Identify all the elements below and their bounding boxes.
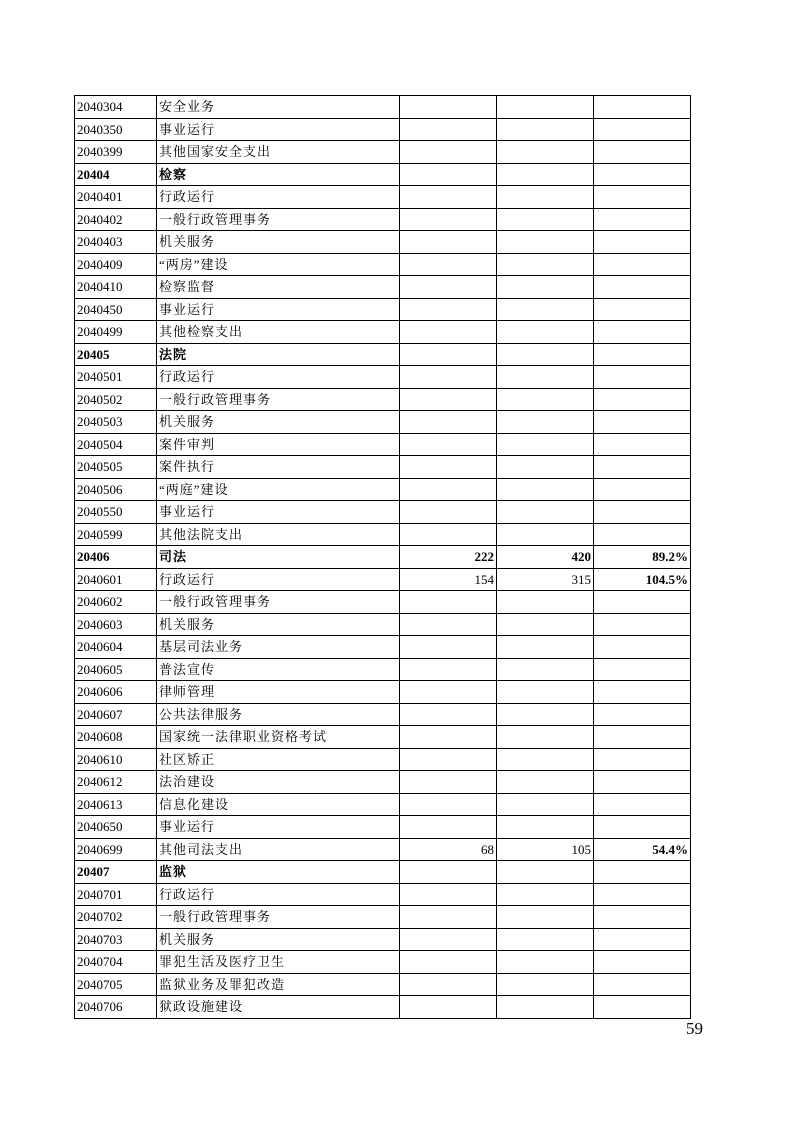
row-code-cell: 2040601 bbox=[75, 568, 157, 591]
table-row bbox=[75, 253, 691, 276]
row-value-cell bbox=[497, 96, 594, 119]
table-row bbox=[75, 343, 691, 366]
row-name-cell: 罪犯生活及医疗卫生 bbox=[157, 951, 400, 974]
row-value-cell bbox=[497, 208, 594, 231]
row-code-cell: 2040403 bbox=[75, 231, 157, 254]
row-value-cell bbox=[497, 276, 594, 299]
row-name-cell: 事业运行 bbox=[157, 298, 400, 321]
row-code-cell: 20404 bbox=[75, 163, 157, 186]
row-code-cell: 2040602 bbox=[75, 591, 157, 614]
row-name-cell: 机关服务 bbox=[157, 613, 400, 636]
row-code-cell: 2040603 bbox=[75, 613, 157, 636]
budget-table-body bbox=[75, 96, 691, 1019]
row-name-cell: 普法宣传 bbox=[157, 658, 400, 681]
table-row bbox=[75, 208, 691, 231]
row-value-cell bbox=[497, 703, 594, 726]
row-percent-cell bbox=[594, 793, 691, 816]
row-value-cell bbox=[400, 456, 497, 479]
row-value-cell bbox=[400, 636, 497, 659]
row-value-cell bbox=[400, 366, 497, 389]
row-value-cell bbox=[400, 253, 497, 276]
table-row bbox=[75, 681, 691, 704]
row-name-cell: 公共法律服务 bbox=[157, 703, 400, 726]
row-value-cell bbox=[400, 748, 497, 771]
row-name-cell: 一般行政管理事务 bbox=[157, 388, 400, 411]
row-value-cell bbox=[497, 681, 594, 704]
row-code-cell: 2040402 bbox=[75, 208, 157, 231]
table-row bbox=[75, 726, 691, 749]
row-percent-cell bbox=[594, 748, 691, 771]
row-value-cell bbox=[497, 726, 594, 749]
row-value-cell bbox=[497, 951, 594, 974]
row-code-cell: 2040650 bbox=[75, 816, 157, 839]
row-code-cell: 2040505 bbox=[75, 456, 157, 479]
table-row bbox=[75, 838, 691, 861]
row-value-cell bbox=[400, 163, 497, 186]
row-percent-cell bbox=[594, 636, 691, 659]
table-row bbox=[75, 546, 691, 569]
row-name-cell: 机关服务 bbox=[157, 411, 400, 434]
row-value-cell bbox=[400, 681, 497, 704]
row-percent-cell bbox=[594, 321, 691, 344]
row-name-cell: 行政运行 bbox=[157, 186, 400, 209]
row-value-cell: 315 bbox=[497, 568, 594, 591]
row-percent-cell bbox=[594, 613, 691, 636]
row-value-cell bbox=[497, 613, 594, 636]
row-code-cell: 2040504 bbox=[75, 433, 157, 456]
row-value-cell bbox=[497, 298, 594, 321]
table-row bbox=[75, 928, 691, 951]
row-percent-cell bbox=[594, 996, 691, 1019]
table-row bbox=[75, 478, 691, 501]
row-value-cell bbox=[497, 163, 594, 186]
table-row bbox=[75, 298, 691, 321]
row-percent-cell bbox=[594, 591, 691, 614]
row-value-cell bbox=[497, 433, 594, 456]
row-percent-cell bbox=[594, 141, 691, 164]
table-row bbox=[75, 388, 691, 411]
row-value-cell: 420 bbox=[497, 546, 594, 569]
table-row bbox=[75, 591, 691, 614]
row-percent-cell bbox=[594, 433, 691, 456]
row-value-cell: 222 bbox=[400, 546, 497, 569]
row-percent-cell bbox=[594, 973, 691, 996]
row-name-cell: 监狱业务及罪犯改造 bbox=[157, 973, 400, 996]
table-row bbox=[75, 456, 691, 479]
row-value-cell bbox=[497, 928, 594, 951]
row-percent-cell bbox=[594, 951, 691, 974]
row-value-cell bbox=[497, 253, 594, 276]
table-row bbox=[75, 793, 691, 816]
row-value-cell bbox=[400, 388, 497, 411]
row-code-cell: 2040706 bbox=[75, 996, 157, 1019]
row-percent-cell bbox=[594, 906, 691, 929]
row-value-cell bbox=[497, 591, 594, 614]
table-row bbox=[75, 118, 691, 141]
row-value-cell bbox=[497, 388, 594, 411]
row-value-cell bbox=[497, 523, 594, 546]
row-name-cell: 司法 bbox=[157, 546, 400, 569]
row-value-cell bbox=[400, 501, 497, 524]
row-percent-cell bbox=[594, 96, 691, 119]
row-code-cell: 2040506 bbox=[75, 478, 157, 501]
row-name-cell: “两房”建设 bbox=[157, 253, 400, 276]
row-code-cell: 2040610 bbox=[75, 748, 157, 771]
row-code-cell: 2040604 bbox=[75, 636, 157, 659]
table-row bbox=[75, 951, 691, 974]
row-name-cell: 行政运行 bbox=[157, 366, 400, 389]
row-value-cell bbox=[400, 523, 497, 546]
row-code-cell: 2040702 bbox=[75, 906, 157, 929]
row-name-cell: 狱政设施建设 bbox=[157, 996, 400, 1019]
row-percent-cell bbox=[594, 726, 691, 749]
row-value-cell: 68 bbox=[400, 838, 497, 861]
row-code-cell: 2040607 bbox=[75, 703, 157, 726]
row-value-cell bbox=[497, 478, 594, 501]
page-number: 59 bbox=[686, 1019, 703, 1038]
table-row bbox=[75, 433, 691, 456]
row-code-cell: 2040550 bbox=[75, 501, 157, 524]
row-value-cell bbox=[497, 748, 594, 771]
row-value-cell bbox=[400, 96, 497, 119]
row-value-cell bbox=[497, 186, 594, 209]
table-row bbox=[75, 816, 691, 839]
row-percent-cell bbox=[594, 208, 691, 231]
row-code-cell: 2040409 bbox=[75, 253, 157, 276]
row-name-cell: 信息化建设 bbox=[157, 793, 400, 816]
table-row bbox=[75, 996, 691, 1019]
row-code-cell: 2040701 bbox=[75, 883, 157, 906]
table-row bbox=[75, 141, 691, 164]
row-code-cell: 2040606 bbox=[75, 681, 157, 704]
row-percent-cell bbox=[594, 343, 691, 366]
row-percent-cell bbox=[594, 118, 691, 141]
row-percent-cell bbox=[594, 928, 691, 951]
row-name-cell: 监狱 bbox=[157, 861, 400, 884]
row-value-cell bbox=[497, 636, 594, 659]
row-value-cell bbox=[400, 613, 497, 636]
row-value-cell bbox=[400, 186, 497, 209]
row-code-cell: 2040612 bbox=[75, 771, 157, 794]
row-code-cell: 2040501 bbox=[75, 366, 157, 389]
row-value-cell bbox=[497, 456, 594, 479]
row-code-cell: 2040608 bbox=[75, 726, 157, 749]
budget-table bbox=[74, 95, 691, 1019]
row-name-cell: 其他国家安全支出 bbox=[157, 141, 400, 164]
row-value-cell bbox=[497, 973, 594, 996]
row-percent-cell bbox=[594, 388, 691, 411]
row-name-cell: 案件审判 bbox=[157, 433, 400, 456]
row-value-cell bbox=[497, 906, 594, 929]
row-percent-cell bbox=[594, 298, 691, 321]
row-value-cell bbox=[400, 771, 497, 794]
row-percent-cell bbox=[594, 478, 691, 501]
table-row bbox=[75, 321, 691, 344]
table-row bbox=[75, 276, 691, 299]
row-code-cell: 2040705 bbox=[75, 973, 157, 996]
row-code-cell: 2040350 bbox=[75, 118, 157, 141]
row-code-cell: 2040613 bbox=[75, 793, 157, 816]
row-name-cell: 机关服务 bbox=[157, 928, 400, 951]
row-name-cell: 事业运行 bbox=[157, 501, 400, 524]
row-percent-cell bbox=[594, 163, 691, 186]
row-value-cell bbox=[497, 366, 594, 389]
row-code-cell: 2040605 bbox=[75, 658, 157, 681]
row-name-cell: 检察监督 bbox=[157, 276, 400, 299]
row-value-cell bbox=[497, 996, 594, 1019]
table-row bbox=[75, 861, 691, 884]
row-name-cell: 案件执行 bbox=[157, 456, 400, 479]
row-name-cell: 其他检察支出 bbox=[157, 321, 400, 344]
row-code-cell: 2040499 bbox=[75, 321, 157, 344]
row-value-cell bbox=[400, 298, 497, 321]
table-row bbox=[75, 883, 691, 906]
row-code-cell: 20407 bbox=[75, 861, 157, 884]
row-percent-cell bbox=[594, 523, 691, 546]
row-value-cell bbox=[400, 231, 497, 254]
row-value-cell bbox=[400, 703, 497, 726]
row-code-cell: 2040410 bbox=[75, 276, 157, 299]
row-value-cell bbox=[400, 726, 497, 749]
row-value-cell bbox=[497, 501, 594, 524]
table-row bbox=[75, 523, 691, 546]
row-value-cell bbox=[400, 118, 497, 141]
row-code-cell: 2040399 bbox=[75, 141, 157, 164]
row-percent-cell: 104.5% bbox=[594, 568, 691, 591]
table-row bbox=[75, 906, 691, 929]
row-value-cell bbox=[400, 951, 497, 974]
row-percent-cell bbox=[594, 816, 691, 839]
row-name-cell: 行政运行 bbox=[157, 883, 400, 906]
row-value-cell bbox=[400, 343, 497, 366]
row-code-cell: 20405 bbox=[75, 343, 157, 366]
row-name-cell: 其他司法支出 bbox=[157, 838, 400, 861]
row-value-cell bbox=[497, 816, 594, 839]
table-row bbox=[75, 568, 691, 591]
row-name-cell: 一般行政管理事务 bbox=[157, 591, 400, 614]
row-code-cell: 2040704 bbox=[75, 951, 157, 974]
row-value-cell bbox=[497, 343, 594, 366]
row-name-cell: 律师管理 bbox=[157, 681, 400, 704]
row-value-cell bbox=[400, 208, 497, 231]
table-row bbox=[75, 231, 691, 254]
table-row bbox=[75, 96, 691, 119]
row-percent-cell bbox=[594, 703, 691, 726]
table-row bbox=[75, 501, 691, 524]
row-percent-cell bbox=[594, 253, 691, 276]
row-code-cell: 2040401 bbox=[75, 186, 157, 209]
row-name-cell: 事业运行 bbox=[157, 118, 400, 141]
row-code-cell: 20406 bbox=[75, 546, 157, 569]
row-name-cell: 事业运行 bbox=[157, 816, 400, 839]
row-code-cell: 2040599 bbox=[75, 523, 157, 546]
row-percent-cell bbox=[594, 231, 691, 254]
row-code-cell: 2040703 bbox=[75, 928, 157, 951]
row-percent-cell bbox=[594, 861, 691, 884]
row-percent-cell bbox=[594, 411, 691, 434]
row-value-cell bbox=[497, 883, 594, 906]
row-name-cell: 其他法院支出 bbox=[157, 523, 400, 546]
row-value-cell bbox=[400, 411, 497, 434]
row-name-cell: 国家统一法律职业资格考试 bbox=[157, 726, 400, 749]
row-name-cell: 法院 bbox=[157, 343, 400, 366]
row-value-cell bbox=[497, 231, 594, 254]
row-percent-cell bbox=[594, 276, 691, 299]
row-name-cell: 安全业务 bbox=[157, 96, 400, 119]
table-row bbox=[75, 658, 691, 681]
row-code-cell: 2040699 bbox=[75, 838, 157, 861]
row-value-cell bbox=[400, 928, 497, 951]
table-row bbox=[75, 973, 691, 996]
row-value-cell bbox=[400, 276, 497, 299]
table-row bbox=[75, 771, 691, 794]
row-name-cell: 社区矫正 bbox=[157, 748, 400, 771]
row-value-cell bbox=[497, 118, 594, 141]
row-value-cell bbox=[497, 141, 594, 164]
row-code-cell: 2040304 bbox=[75, 96, 157, 119]
table-row bbox=[75, 411, 691, 434]
row-name-cell: 行政运行 bbox=[157, 568, 400, 591]
table-row bbox=[75, 636, 691, 659]
table-row bbox=[75, 613, 691, 636]
row-value-cell bbox=[497, 793, 594, 816]
row-code-cell: 2040503 bbox=[75, 411, 157, 434]
row-percent-cell: 89.2% bbox=[594, 546, 691, 569]
row-percent-cell bbox=[594, 658, 691, 681]
row-value-cell bbox=[497, 321, 594, 344]
row-name-cell: 一般行政管理事务 bbox=[157, 906, 400, 929]
row-value-cell bbox=[400, 793, 497, 816]
row-name-cell: “两庭”建设 bbox=[157, 478, 400, 501]
table-row bbox=[75, 163, 691, 186]
row-code-cell: 2040450 bbox=[75, 298, 157, 321]
row-value-cell bbox=[400, 973, 497, 996]
table-row bbox=[75, 186, 691, 209]
table-row bbox=[75, 703, 691, 726]
row-value-cell bbox=[400, 591, 497, 614]
row-value-cell: 105 bbox=[497, 838, 594, 861]
row-value-cell bbox=[400, 141, 497, 164]
row-percent-cell: 54.4% bbox=[594, 838, 691, 861]
row-name-cell: 基层司法业务 bbox=[157, 636, 400, 659]
row-name-cell: 检察 bbox=[157, 163, 400, 186]
row-value-cell bbox=[400, 906, 497, 929]
row-value-cell bbox=[400, 433, 497, 456]
row-value-cell bbox=[400, 816, 497, 839]
table-row bbox=[75, 366, 691, 389]
row-value-cell bbox=[400, 321, 497, 344]
row-percent-cell bbox=[594, 681, 691, 704]
row-percent-cell bbox=[594, 456, 691, 479]
row-percent-cell bbox=[594, 883, 691, 906]
row-value-cell bbox=[497, 771, 594, 794]
row-value-cell bbox=[497, 861, 594, 884]
row-value-cell bbox=[400, 861, 497, 884]
row-value-cell bbox=[400, 883, 497, 906]
row-code-cell: 2040502 bbox=[75, 388, 157, 411]
row-percent-cell bbox=[594, 771, 691, 794]
row-percent-cell bbox=[594, 366, 691, 389]
row-percent-cell bbox=[594, 186, 691, 209]
row-value-cell: 154 bbox=[400, 568, 497, 591]
row-percent-cell bbox=[594, 501, 691, 524]
row-name-cell: 法治建设 bbox=[157, 771, 400, 794]
row-name-cell: 一般行政管理事务 bbox=[157, 208, 400, 231]
row-name-cell: 机关服务 bbox=[157, 231, 400, 254]
row-value-cell bbox=[497, 658, 594, 681]
row-value-cell bbox=[400, 478, 497, 501]
row-value-cell bbox=[400, 996, 497, 1019]
row-value-cell bbox=[400, 658, 497, 681]
table-row bbox=[75, 748, 691, 771]
row-value-cell bbox=[497, 411, 594, 434]
